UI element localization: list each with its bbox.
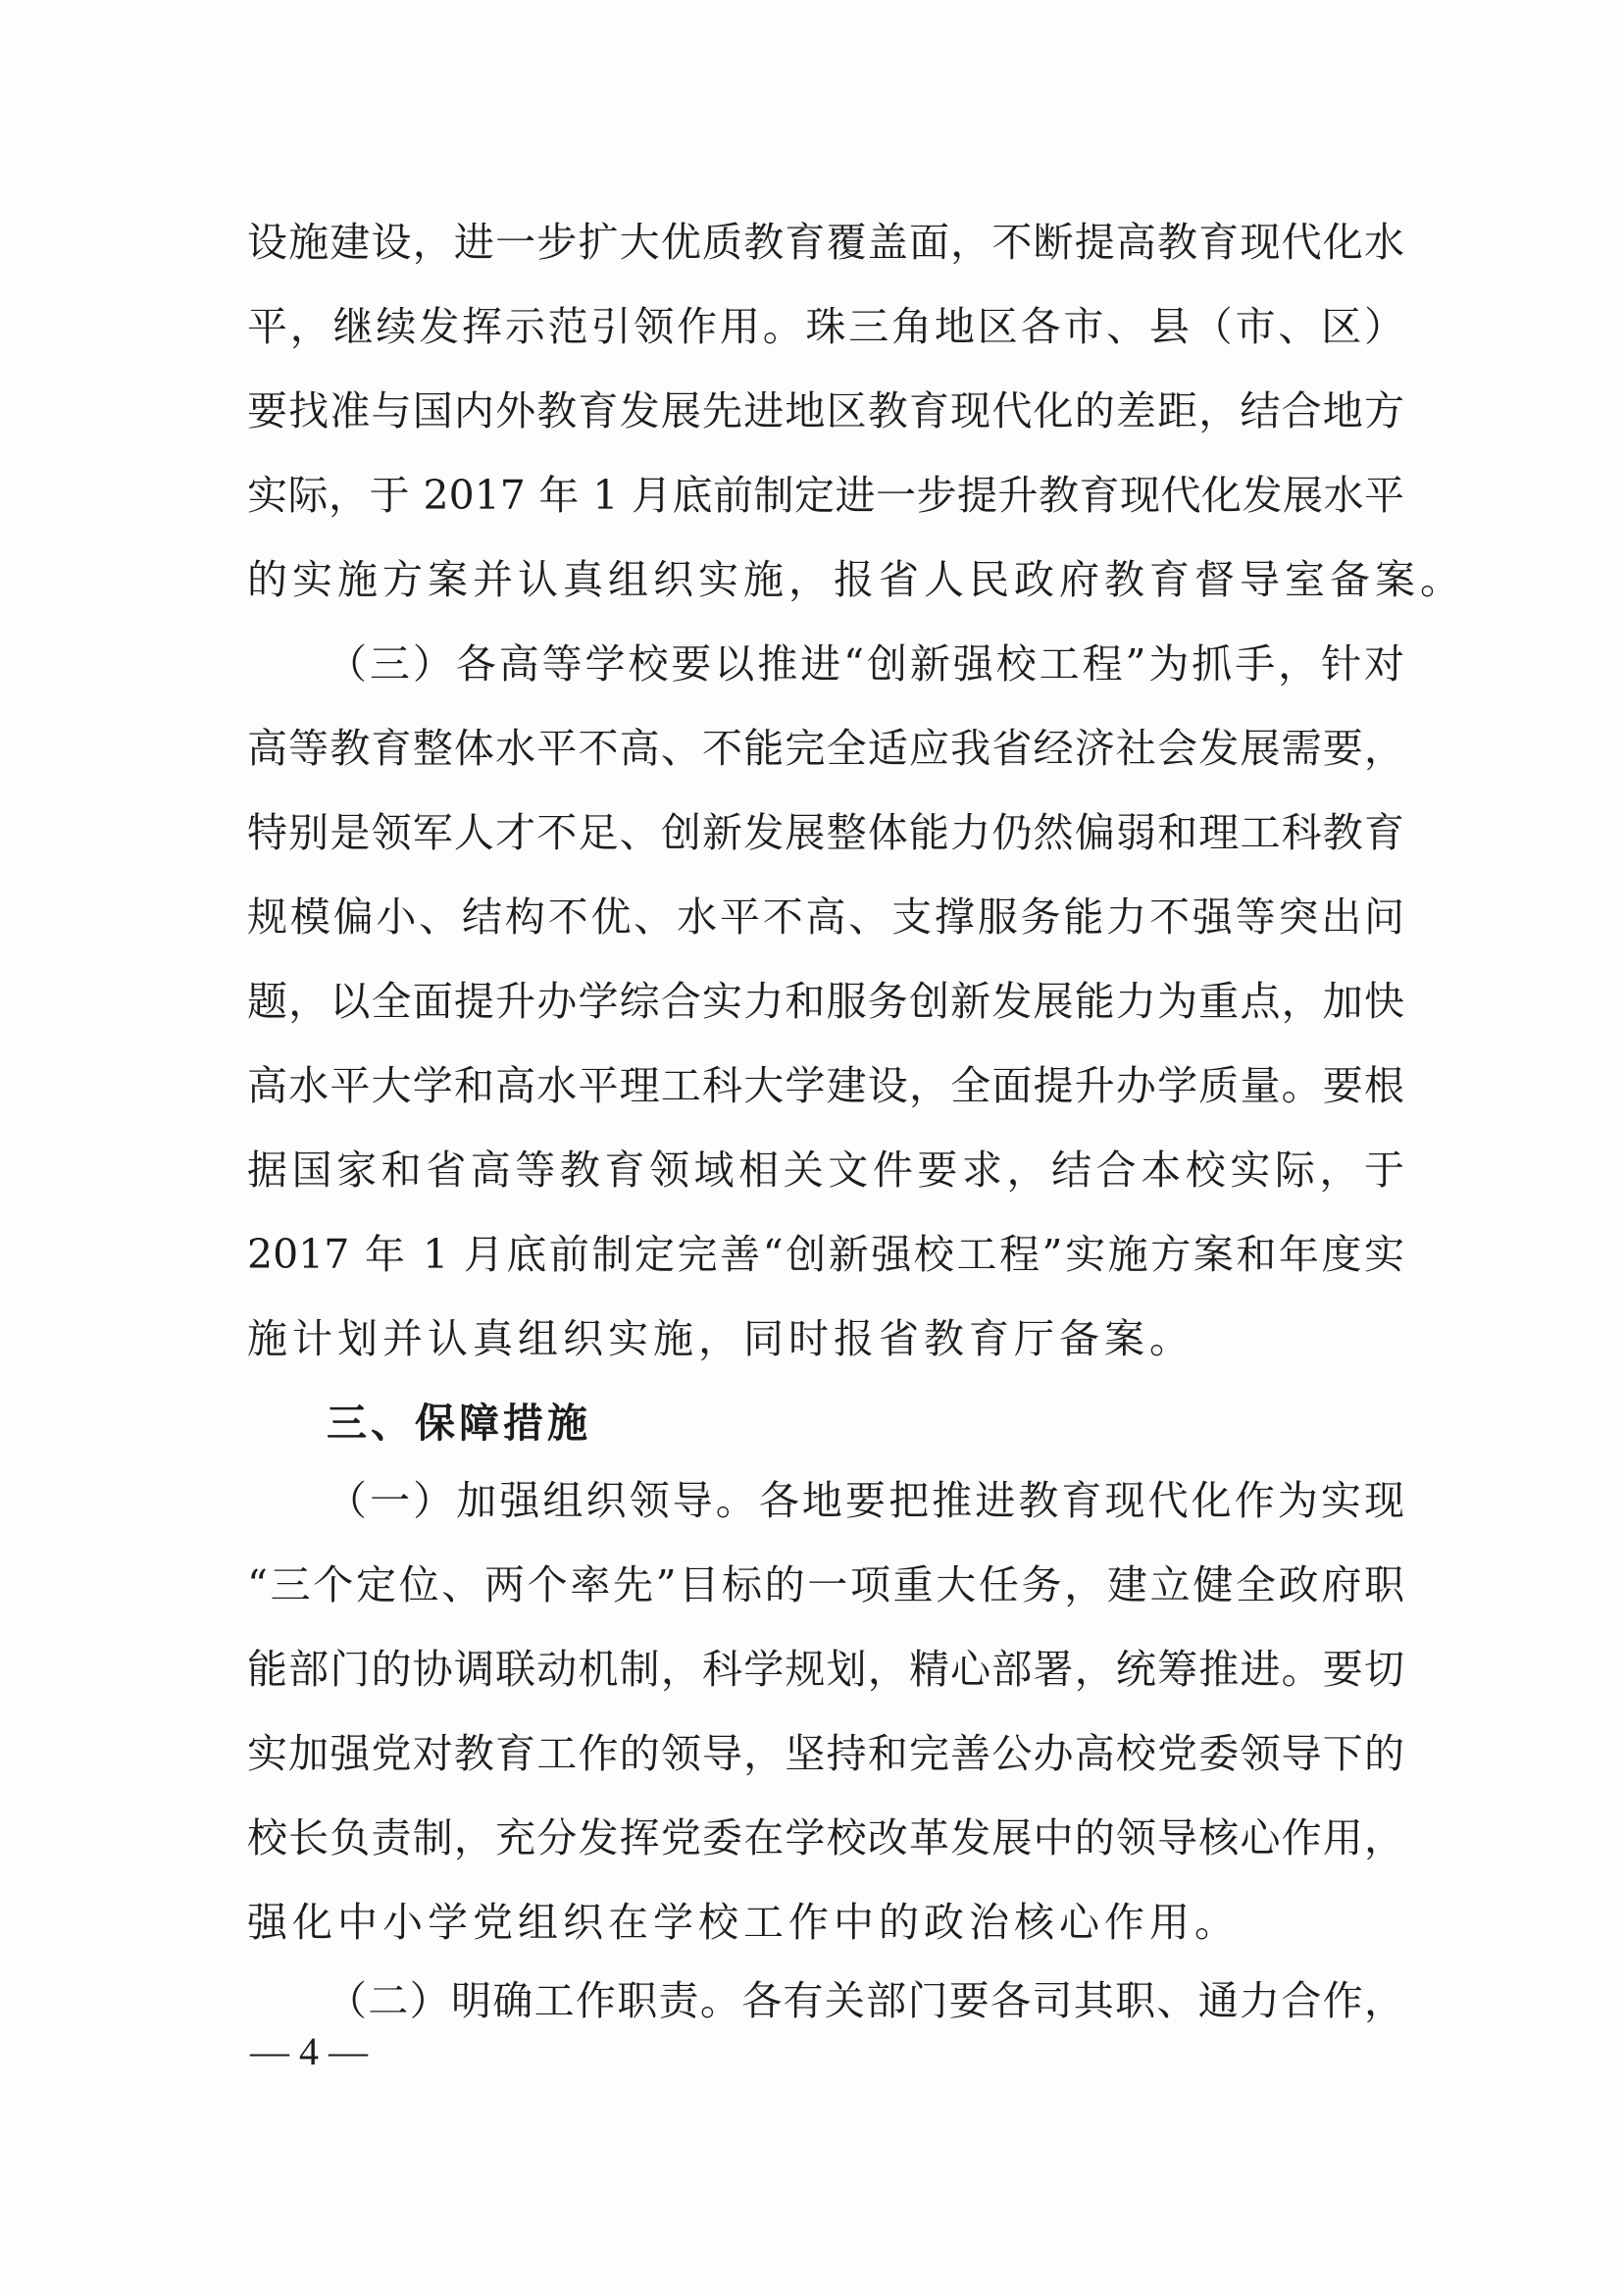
paragraph-first-line: （二）明确工作职责。各有关部门要各司其职、通力合作， <box>327 1977 1404 2024</box>
body-text-line: 设施建设，进一步扩大优质教育覆盖面，不断提高教育现代化水 <box>247 219 1404 266</box>
body-text-line: 实加强党对教育工作的领导，坚持和完善公办高校党委领导下的 <box>247 1730 1404 1777</box>
body-text-line: 的实施方案并认真组织实施，报省人民政府教育督导室备案。 <box>247 556 1465 603</box>
body-text-line: 校长负责制，充分发挥党委在学校改革发展中的领导核心作用， <box>247 1814 1404 1861</box>
body-text-line: 2017 年 1 月底前制定完善“创新强校工程”实施方案和年度实 <box>247 1231 1404 1278</box>
section-heading: 三、保障措施 <box>327 1400 591 1447</box>
body-text-line: 题，以全面提升办学综合实力和服务创新发展能力为重点，加快 <box>247 978 1404 1025</box>
body-text-line: “三个定位、两个率先”目标的一项重大任务，建立健全政府职 <box>247 1561 1404 1608</box>
body-text-line: 施计划并认真组织实施，同时报省教育厅备案。 <box>247 1315 1194 1362</box>
body-text-line: 要找准与国内外教育发展先进地区教育现代化的差距，结合地方 <box>247 387 1404 434</box>
body-text-line: 强化中小学党组织在学校工作中的政治核心作用。 <box>247 1899 1240 1946</box>
body-text-line: 平，继续发挥示范引领作用。珠三角地区各市、县（市、区） <box>247 303 1404 350</box>
page-number: — 4 — <box>250 2029 368 2073</box>
paragraph-first-line: （一）加强组织领导。各地要把推进教育现代化作为实现 <box>327 1477 1404 1524</box>
body-text-line: 规模偏小、结构不优、水平不高、支撑服务能力不强等突出问 <box>247 893 1404 941</box>
body-text-line: 特别是领军人才不足、创新发展整体能力仍然偏弱和理工科教育 <box>247 809 1404 856</box>
body-text-line: 能部门的协调联动机制，科学规划，精心部署，统筹推进。要切 <box>247 1646 1404 1693</box>
paragraph-first-line: （三）各高等学校要以推进“创新强校工程”为抓手，针对 <box>327 640 1404 688</box>
body-text-line: 实际，于 2017 年 1 月底前制定进一步提升教育现代化发展水平 <box>247 472 1404 519</box>
body-text-line: 据国家和省高等教育领域相关文件要求，结合本校实际，于 <box>247 1147 1404 1194</box>
body-text-line: 高等教育整体水平不高、不能完全适应我省经济社会发展需要， <box>247 725 1404 772</box>
body-text-line: 高水平大学和高水平理工科大学建设，全面提升办学质量。要根 <box>247 1062 1404 1109</box>
